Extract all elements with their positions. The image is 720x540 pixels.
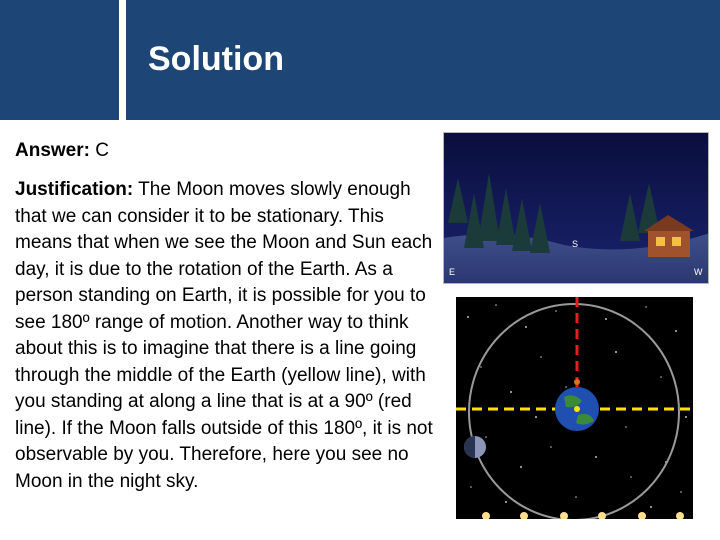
answer-label: Answer: bbox=[15, 140, 90, 161]
justification-paragraph bbox=[15, 177, 445, 495]
header-accent-block bbox=[0, 0, 119, 120]
compass-south-label: S bbox=[572, 239, 579, 249]
compass-east-label: E bbox=[449, 267, 456, 277]
justification-text: The Moon moves slowly enough that we can consider it to be stationary. This means that when we see the Moon and Sun each day, it is due to the rotation of the Earth. As a person standing on Earth, it is possible for you to see 180º range of motion. Another way to think about this is to imagine that there is a line going through the middle of the Earth (yellow line), with you standing at along a line that is at a 90º (red line). If the Moon falls outside of this 180º, it is not observable by you. Therefore, here you see no Moon in the night sky. bbox=[15, 179, 433, 492]
answer-line bbox=[15, 140, 109, 162]
earth-icon bbox=[555, 387, 599, 431]
page-title: Solution bbox=[148, 40, 284, 78]
orbit-svg bbox=[456, 297, 693, 519]
observer-marker bbox=[574, 379, 580, 385]
moon-icon bbox=[464, 436, 486, 458]
justification-label: Justification: bbox=[15, 179, 134, 200]
moon-orbit-diagram bbox=[456, 297, 693, 519]
night-sky-scene bbox=[443, 132, 709, 284]
answer-value: C bbox=[95, 140, 109, 161]
night-landscape-image bbox=[444, 133, 709, 284]
compass-west-label: W bbox=[694, 267, 703, 277]
